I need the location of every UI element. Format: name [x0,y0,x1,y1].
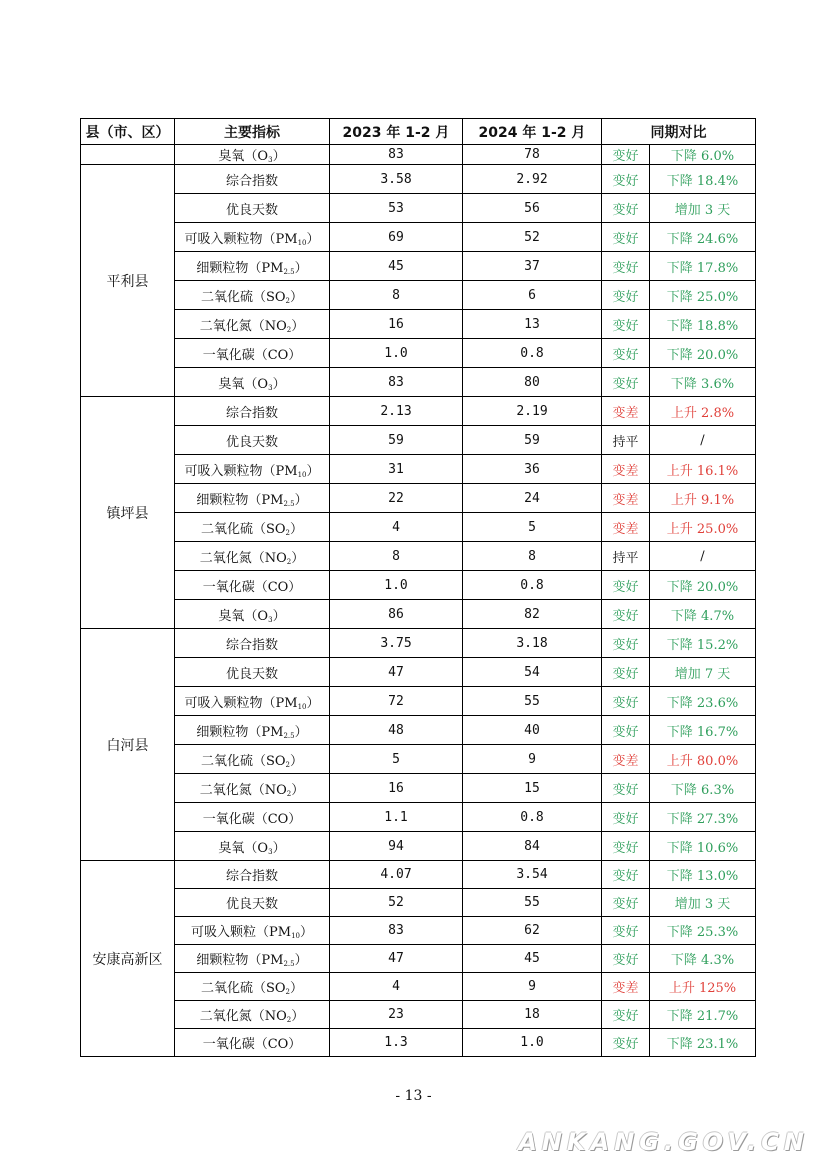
change-cell: 上升 80.0% [650,745,756,774]
air-quality-comparison-table [80,118,756,1057]
indicator-cell: 一氧化碳（CO） [175,339,330,368]
value-2024-cell: 82 [463,600,602,629]
county-cell: 安康高新区 [81,861,175,1057]
value-2024-cell: 40 [463,716,602,745]
change-cell: 下降 17.8% [650,252,756,281]
value-2023-cell: 31 [330,455,463,484]
value-2023-cell: 83 [330,368,463,397]
trend-cell: 变好 [602,803,650,832]
change-cell: 下降 18.4% [650,165,756,194]
value-2024-cell: 0.8 [463,339,602,368]
value-2023-cell: 47 [330,658,463,687]
change-cell: 下降 15.2% [650,629,756,658]
value-2024-cell: 54 [463,658,602,687]
change-cell: 上升 125% [650,973,756,1001]
change-cell: 上升 16.1% [650,455,756,484]
indicator-cell: 二氧化硫$(SO_2)$ [175,281,330,310]
value-2023-cell: 1.3 [330,1029,463,1057]
value-2024-cell: 2.19 [463,397,602,426]
table-row [81,223,756,252]
value-2024-cell: 8 [463,542,602,571]
change-cell: 下降 21.7% [650,1001,756,1029]
trend-cell: 变差 [602,745,650,774]
table-row [81,973,756,1001]
trend-cell: 变差 [602,484,650,513]
trend-cell: 变好 [602,945,650,973]
header-indicator: 主要指标 [175,119,330,145]
indicator-cell: 细颗粒物$(PM_{2.5})$ [175,252,330,281]
table-row [81,194,756,223]
table-row [81,426,756,455]
air-quality-table-container [80,118,755,1057]
trend-cell: 变好 [602,1029,650,1057]
change-cell: 下降 13.0% [650,861,756,889]
change-cell: 下降 23.1% [650,1029,756,1057]
indicator-cell: 臭氧$(O_3)$ [175,600,330,629]
table-row [81,945,756,973]
table-row [81,165,756,194]
indicator-cell: 臭氧$(O_3)$ [175,832,330,861]
change-cell: 下降 20.0% [650,571,756,600]
indicator-cell: 二氧化氮$(NO_2)$ [175,774,330,803]
value-2023-cell: 94 [330,832,463,861]
table-row [81,1001,756,1029]
value-2023-cell: 5 [330,745,463,774]
value-2023-cell: 1.1 [330,803,463,832]
value-2023-cell: 22 [330,484,463,513]
trend-cell: 变好 [602,600,650,629]
trend-cell: 变好 [602,1001,650,1029]
trend-cell: 变差 [602,397,650,426]
trend-cell: 变好 [602,861,650,889]
trend-cell: 变好 [602,658,650,687]
value-2024-cell: 0.8 [463,803,602,832]
header-2024: 2024 年 1-2 月 [463,119,602,145]
value-2024-cell: 9 [463,745,602,774]
indicator-cell: 可吸入颗粒物$(PM_{10})$ [175,455,330,484]
value-2023-cell: 59 [330,426,463,455]
header-county: 县（市、区） [81,119,175,145]
indicator-cell: 优良天数 [175,426,330,455]
table-row [81,252,756,281]
indicator-cell: 二氧化硫$(SO_2)$ [175,973,330,1001]
table-row [81,571,756,600]
value-2023-cell: 83 [330,917,463,945]
value-2024-cell: 3.18 [463,629,602,658]
trend-cell: 变差 [602,455,650,484]
value-2024-cell: 84 [463,832,602,861]
value-2024-cell: 15 [463,774,602,803]
indicator-cell: 细颗粒物$(PM_{2.5})$ [175,945,330,973]
indicator-cell: 细颗粒物$(PM_{2.5})$ [175,484,330,513]
value-2023-cell: 45 [330,252,463,281]
value-2024-cell: 0.8 [463,571,602,600]
change-cell: 下降 4.7% [650,600,756,629]
value-2023-cell: 52 [330,889,463,917]
change-cell: 下降 6.0% [650,145,756,165]
value-2023-cell: 4 [330,973,463,1001]
value-2024-cell: 13 [463,310,602,339]
table-row [81,629,756,658]
value-2023-cell: 48 [330,716,463,745]
indicator-cell: 二氧化氮$(NO_2)$ [175,310,330,339]
change-cell: 下降 18.8% [650,310,756,339]
value-2023-cell: 23 [330,1001,463,1029]
trend-cell: 变好 [602,339,650,368]
value-2024-cell: 24 [463,484,602,513]
page-number: - 13 - [395,1088,432,1104]
change-cell: 上升 9.1% [650,484,756,513]
header-row [81,119,756,145]
value-2023-cell: 16 [330,310,463,339]
trend-cell: 变好 [602,571,650,600]
indicator-cell: 一氧化碳（CO） [175,803,330,832]
trend-cell: 变好 [602,223,650,252]
value-2023-cell: 83 [330,145,463,165]
change-cell: 增加 3 天 [650,889,756,917]
table-row [81,455,756,484]
table-row [81,600,756,629]
value-2024-cell: 3.54 [463,861,602,889]
header-2023: 2023 年 1-2 月 [330,119,463,145]
value-2024-cell: 36 [463,455,602,484]
value-2023-cell: 2.13 [330,397,463,426]
indicator-cell: 二氧化氮$(NO_2)$ [175,542,330,571]
table-row [81,774,756,803]
trend-cell: 变好 [602,917,650,945]
change-cell: / [650,542,756,571]
change-cell: 下降 23.6% [650,687,756,716]
value-2023-cell: 3.58 [330,165,463,194]
table-row-continuation [81,145,756,165]
value-2023-cell: 16 [330,774,463,803]
indicator-cell: 优良天数 [175,889,330,917]
change-cell: 下降 3.6% [650,368,756,397]
indicator-cell: 一氧化碳（CO） [175,1029,330,1057]
value-2024-cell: 59 [463,426,602,455]
table-row [81,745,756,774]
indicator-cell: 细颗粒物$(PM_{2.5})$ [175,716,330,745]
change-cell: 下降 25.0% [650,281,756,310]
indicator-cell: 臭氧$(O_3)$ [175,145,330,165]
indicator-cell: 一氧化碳（CO） [175,571,330,600]
table-row [81,339,756,368]
trend-cell: 变差 [602,513,650,542]
indicator-cell: 可吸入颗粒物$(PM_{10})$ [175,687,330,716]
trend-cell: 变好 [602,687,650,716]
value-2024-cell: 37 [463,252,602,281]
trend-cell: 变好 [602,165,650,194]
value-2024-cell: 52 [463,223,602,252]
change-cell: 下降 6.3% [650,774,756,803]
change-cell: 下降 20.0% [650,339,756,368]
indicator-cell: 综合指数 [175,165,330,194]
county-cell: 平利县 [81,165,175,397]
site-watermark: ANKANG.GOV.CN [518,1128,809,1156]
trend-cell: 变好 [602,252,650,281]
change-cell: 下降 16.7% [650,716,756,745]
trend-cell: 变好 [602,774,650,803]
value-2023-cell: 1.0 [330,339,463,368]
value-2024-cell: 45 [463,945,602,973]
table-row [81,281,756,310]
value-2023-cell: 72 [330,687,463,716]
indicator-cell: 二氧化硫$(SO_2)$ [175,513,330,542]
trend-cell: 变好 [602,368,650,397]
change-cell: 下降 10.6% [650,832,756,861]
indicator-cell: 综合指数 [175,629,330,658]
trend-cell: 持平 [602,542,650,571]
value-2023-cell: 47 [330,945,463,973]
change-cell: 下降 4.3% [650,945,756,973]
value-2023-cell: 53 [330,194,463,223]
table-row [81,917,756,945]
value-2023-cell: 3.75 [330,629,463,658]
indicator-cell: 可吸入颗粒$(PM_{10})$ [175,917,330,945]
county-cell-empty [81,145,175,165]
value-2023-cell: 8 [330,281,463,310]
value-2024-cell: 5 [463,513,602,542]
trend-cell: 变好 [602,281,650,310]
change-cell: 下降 27.3% [650,803,756,832]
table-row [81,803,756,832]
trend-cell: 变好 [602,194,650,223]
indicator-cell: 优良天数 [175,194,330,223]
value-2023-cell: 4 [330,513,463,542]
table-row [81,716,756,745]
trend-cell: 变好 [602,629,650,658]
table-row [81,832,756,861]
indicator-cell: 臭氧$(O_3)$ [175,368,330,397]
indicator-cell: 综合指数 [175,397,330,426]
table-row [81,484,756,513]
table-row [81,889,756,917]
trend-cell: 变好 [602,889,650,917]
trend-cell: 变差 [602,973,650,1001]
change-cell: 增加 3 天 [650,194,756,223]
table-row [81,513,756,542]
value-2023-cell: 69 [330,223,463,252]
value-2023-cell: 86 [330,600,463,629]
change-cell: 上升 2.8% [650,397,756,426]
change-cell: 上升 25.0% [650,513,756,542]
change-cell: 增加 7 天 [650,658,756,687]
value-2024-cell: 56 [463,194,602,223]
trend-cell: 变好 [602,832,650,861]
value-2024-cell: 1.0 [463,1029,602,1057]
table-row [81,658,756,687]
value-2024-cell: 18 [463,1001,602,1029]
trend-cell: 变好 [602,310,650,339]
table-row [81,687,756,716]
indicator-cell: 可吸入颗粒物$(PM_{10})$ [175,223,330,252]
change-cell: 下降 25.3% [650,917,756,945]
table-row [81,368,756,397]
trend-cell: 持平 [602,426,650,455]
change-cell: / [650,426,756,455]
table-body [81,145,756,1057]
header-comparison: 同期对比 [602,119,756,145]
table-row [81,1029,756,1057]
value-2023-cell: 4.07 [330,861,463,889]
county-cell: 镇坪县 [81,397,175,629]
table-row [81,310,756,339]
indicator-cell: 二氧化硫$(SO_2)$ [175,745,330,774]
table-row [81,397,756,426]
value-2024-cell: 62 [463,917,602,945]
value-2024-cell: 2.92 [463,165,602,194]
value-2024-cell: 9 [463,973,602,1001]
indicator-cell: 二氧化氮$(NO_2)$ [175,1001,330,1029]
value-2024-cell: 6 [463,281,602,310]
change-cell: 下降 24.6% [650,223,756,252]
trend-cell: 变好 [602,716,650,745]
value-2024-cell: 80 [463,368,602,397]
value-2023-cell: 1.0 [330,571,463,600]
trend-cell: 变好 [602,145,650,165]
value-2023-cell: 8 [330,542,463,571]
table-row [81,861,756,889]
indicator-cell: 优良天数 [175,658,330,687]
table-row [81,542,756,571]
value-2024-cell: 55 [463,687,602,716]
value-2024-cell: 78 [463,145,602,165]
indicator-cell: 综合指数 [175,861,330,889]
county-cell: 白河县 [81,629,175,861]
value-2024-cell: 55 [463,889,602,917]
